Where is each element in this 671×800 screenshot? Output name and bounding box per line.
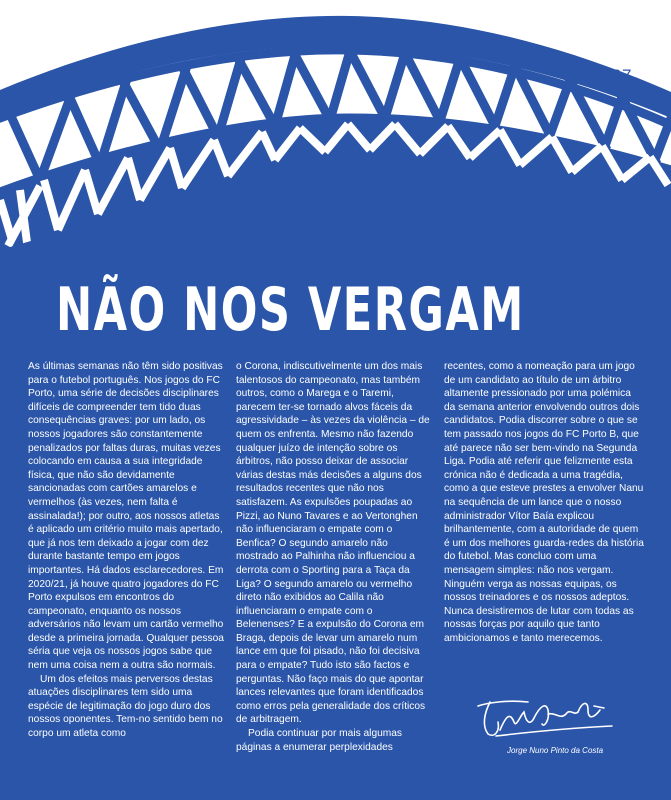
paragraph: recentes, como a nomeação para um jogo de um candidato ao título de um árbitro altamente pressionado por uma polémica da semana anterior envolvendo outros dois candidatos. Podia discorrer sobre o que se tem passado nos jogos do FC Porto B, que até parece não ser bem-vindo na Segunda Liga. Podia até referir que felizmente esta crónica não é dedicada a uma tragédia, como a que esteve prestes a envolver Nanu na sequência de um lance que o nosso administrador Vítor Baía explicou brilhantemente, com a autoridade de quem é um dos melhores guarda-redes da história do futebol. Mas concluo com uma mensagem simples: não nos vergam. Ninguém verga as nossas equipas, os nossos treinadores e os nossos adeptos. Nunca desistiremos de lutar com todas as nossas forças por aquilo que tanto ambicionamos e tanto merecemos.	[444, 361, 644, 644]
paragraph: o Corona, indiscutivelmente um dos mais talentosos do campeonato, mas também outros, como o Marega e o Taremi, parecem ter-se tornado alvos fáceis da agressividade – às vezes da violência – de quem os enfrenta. Mesmo não fazendo qualquer juízo de intenção sobre os árbitros, não posso deixar de associar várias destas más decisões a alguns dos resultados recentes que não nos satisfazem. As expulsões poupadas ao Pizzi, ao Nuno Tavares e ao Vertonghen não influenciaram o empate com o Benfica? O segundo amarelo não mostrado ao Palhinha não influenciou a derrota com o Sporting para a Taça da Liga? O segundo amarelo ou vermelho direto não exibidos ao Calila não influenciaram o empate com o Belenenses? E a expulsão do Corona em Braga, depois de levar um amarelo num lance em que foi pisado, não foi decisiva para o empate? Tudo isto são factos e perguntas. Não faço mais do que apontar lances relevantes que foram identificados como erros pela generalidade dos críticos de arbitragem.	[236, 361, 430, 726]
article-column-3	[444, 360, 644, 645]
signature-icon	[470, 692, 620, 740]
signer-name: Jorge Nuno Pinto da Costa	[507, 746, 604, 755]
paragraph: Um dos efeitos mais perversos destas atuações disciplinares tem sido uma espécie de legitimação do jogo duro dos nossos oponentes. Tem-no sentido bem no corpo um atleta como	[28, 673, 223, 740]
stadium-truss-icon	[0, 0, 671, 300]
article-headline: NÃO NOS VERGAM	[56, 275, 525, 345]
paragraph: Podia continuar por mais algumas páginas a enumerar perplexidades	[236, 728, 403, 753]
article-column-1	[28, 360, 224, 741]
paragraph: As últimas semanas não têm sido positivas para o futebol português. Nos jogos do FC Porto, uma série de decisões disciplinares difíceis de compreender tem tido duas consequências graves: por um lado, os nossos jogadores são constantemente penalizados por faltas duras, muitas vezes colocando em causa a sua integridade física, que não são devidamente sancionadas com cartões amarelos e vermelhos (às vezes, nem falta é assinalada!); por outro, aos nossos atletas é aplicado um critério muito mais apertado, que já nos tem deixado a jogar com dez durante bastante tempo em jogos importantes. Há dados esclarecedores. Em 2020/21, já houve quatro jogadores do FC Porto expulsos em encontros do campeonato, enquanto os nossos adversários não levam um cartão vermelho desde a primeira jornada. Qualquer pessoa séria que veja os nossos jogos sabe que nem uma coisa nem a outra são normais.	[28, 361, 224, 672]
article-column-2	[236, 360, 432, 754]
